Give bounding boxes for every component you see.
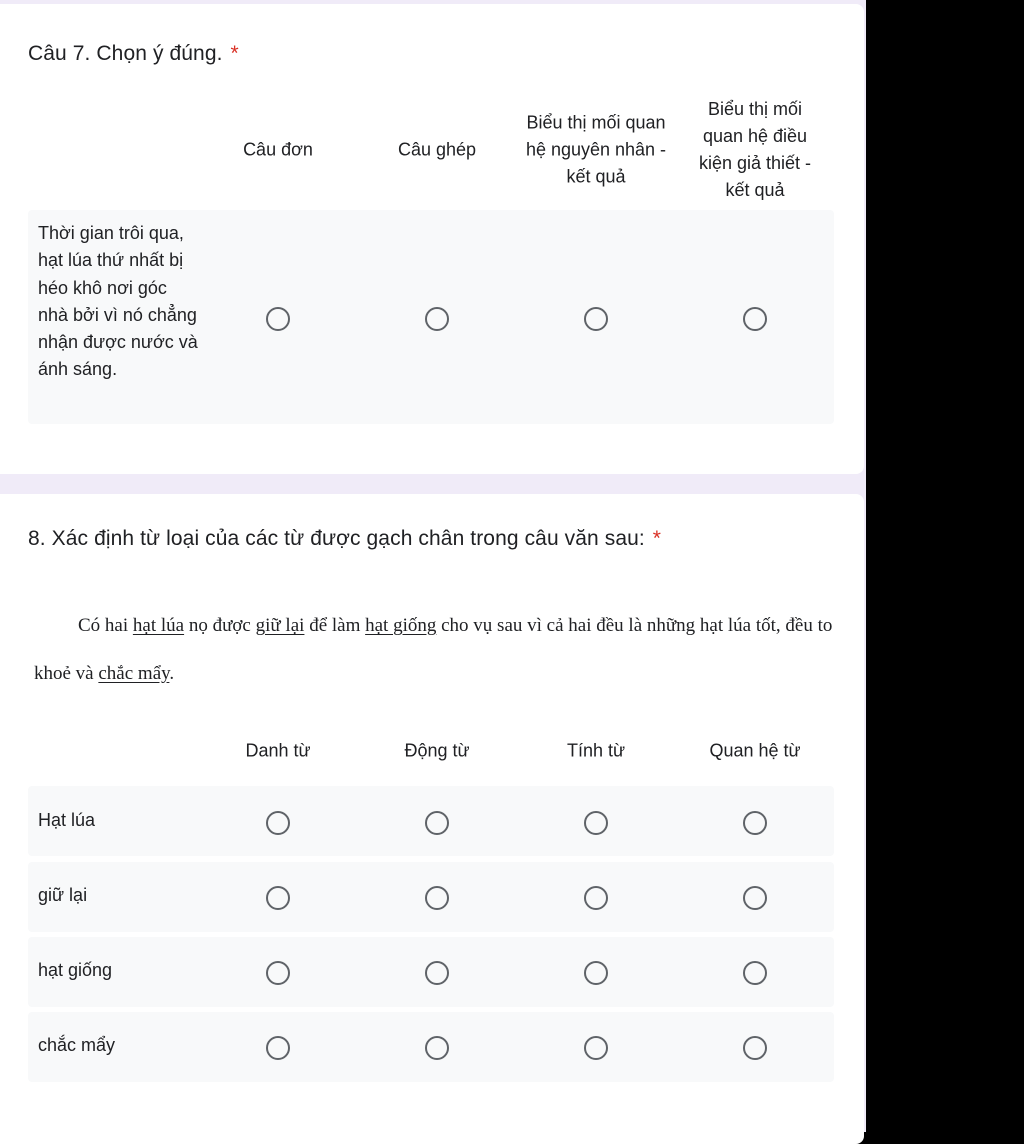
q8-col-header-danh-tu: Danh từ	[245, 740, 311, 761]
q8-radio-chac-may-tinh-tu[interactable]	[584, 1036, 608, 1060]
required-asterisk: *	[230, 42, 239, 65]
q7-col-header-4: Biểu thị mối quan hệ điều kiện giả thiết - kết quả	[698, 99, 812, 200]
q8-col-header-tinh-tu: Tính từ	[566, 740, 626, 761]
question-7-card	[0, 4, 864, 474]
underlined-word-hat-giong: hạt giống	[365, 615, 437, 636]
q8-radio-hat-lua-quan-he-tu[interactable]	[743, 811, 767, 835]
q8-grid-row-hat-lua	[28, 786, 834, 856]
underlined-word-giu-lai: giữ lại	[255, 615, 305, 636]
question-7-title-text: Câu 7. Chọn ý đúng.	[28, 42, 223, 65]
q7-radio-cau-ghep[interactable]	[425, 307, 449, 331]
required-asterisk: *	[652, 527, 662, 550]
q8-radio-hat-giong-tinh-tu[interactable]	[584, 961, 608, 985]
q8-radio-giu-lai-tinh-tu[interactable]	[584, 886, 608, 910]
passage-text: cho vụ sau vì cả hai đều là những hạt lúa tốt, đều to khoẻ và	[34, 615, 833, 684]
underlined-word-hat-lua: hạt lúa	[132, 615, 185, 636]
question-7-grid	[28, 94, 834, 424]
passage-text: nọ được	[184, 615, 256, 636]
q7-grid-row	[28, 210, 834, 424]
q7-col-header-3: Biểu thị mối quan hệ nguyên nhân - kết quả	[525, 112, 667, 187]
q7-radio-dieu-kien-ket-qua[interactable]	[743, 307, 767, 331]
q8-radio-chac-may-quan-he-tu[interactable]	[743, 1036, 767, 1060]
q7-col-header-2: Câu ghép	[397, 139, 477, 160]
question-8-card	[0, 494, 864, 1144]
question-8-grid	[28, 724, 834, 1084]
q8-radio-hat-lua-tinh-tu[interactable]	[584, 811, 608, 835]
q8-grid-row-hat-giong	[28, 937, 834, 1007]
q7-row-label: Thời gian trôi qua, hạt lúa thứ nhất bị héo khô nơi góc nhà bởi vì nó chẳng nhận được nước và ánh sáng.	[38, 223, 198, 380]
question-7-title	[28, 42, 239, 66]
side-dark-panel	[866, 0, 1024, 1132]
question-8-title	[28, 527, 661, 551]
passage-text: Có hai	[78, 615, 133, 636]
q7-radio-nguyen-nhan-ket-qua[interactable]	[584, 307, 608, 331]
passage-text: để làm	[304, 615, 366, 636]
q8-radio-hat-giong-quan-he-tu[interactable]	[743, 961, 767, 985]
question-8-passage	[34, 602, 834, 698]
underlined-word-chac-may: chắc mẩy	[98, 663, 170, 684]
q8-col-header-dong-tu: Động từ	[404, 740, 470, 761]
q8-radio-hat-lua-dong-tu[interactable]	[425, 811, 449, 835]
q8-row-label: giữ lại	[38, 885, 88, 905]
q8-grid-row-chac-may	[28, 1012, 834, 1082]
q8-row-label: Hạt lúa	[38, 810, 96, 830]
q7-col-header-1: Câu đơn	[243, 139, 313, 160]
q8-radio-hat-giong-danh-tu[interactable]	[266, 961, 290, 985]
q8-col-header-quan-he-tu: Quan hệ từ	[709, 740, 801, 761]
q8-radio-giu-lai-danh-tu[interactable]	[266, 886, 290, 910]
q7-radio-cau-don[interactable]	[266, 307, 290, 331]
q8-radio-hat-lua-danh-tu[interactable]	[266, 811, 290, 835]
q8-radio-chac-may-dong-tu[interactable]	[425, 1036, 449, 1060]
q8-radio-hat-giong-dong-tu[interactable]	[425, 961, 449, 985]
q8-radio-giu-lai-quan-he-tu[interactable]	[743, 886, 767, 910]
q8-row-label: chắc mẩy	[38, 1035, 116, 1055]
q8-radio-chac-may-danh-tu[interactable]	[266, 1036, 290, 1060]
question-8-title-text: 8. Xác định từ loại của các từ được gạch chân trong câu văn sau:	[28, 527, 645, 550]
q8-radio-giu-lai-dong-tu[interactable]	[425, 886, 449, 910]
q8-grid-row-giu-lai	[28, 862, 834, 932]
passage-text: .	[169, 663, 175, 684]
q8-row-label: hạt giống	[38, 960, 113, 980]
